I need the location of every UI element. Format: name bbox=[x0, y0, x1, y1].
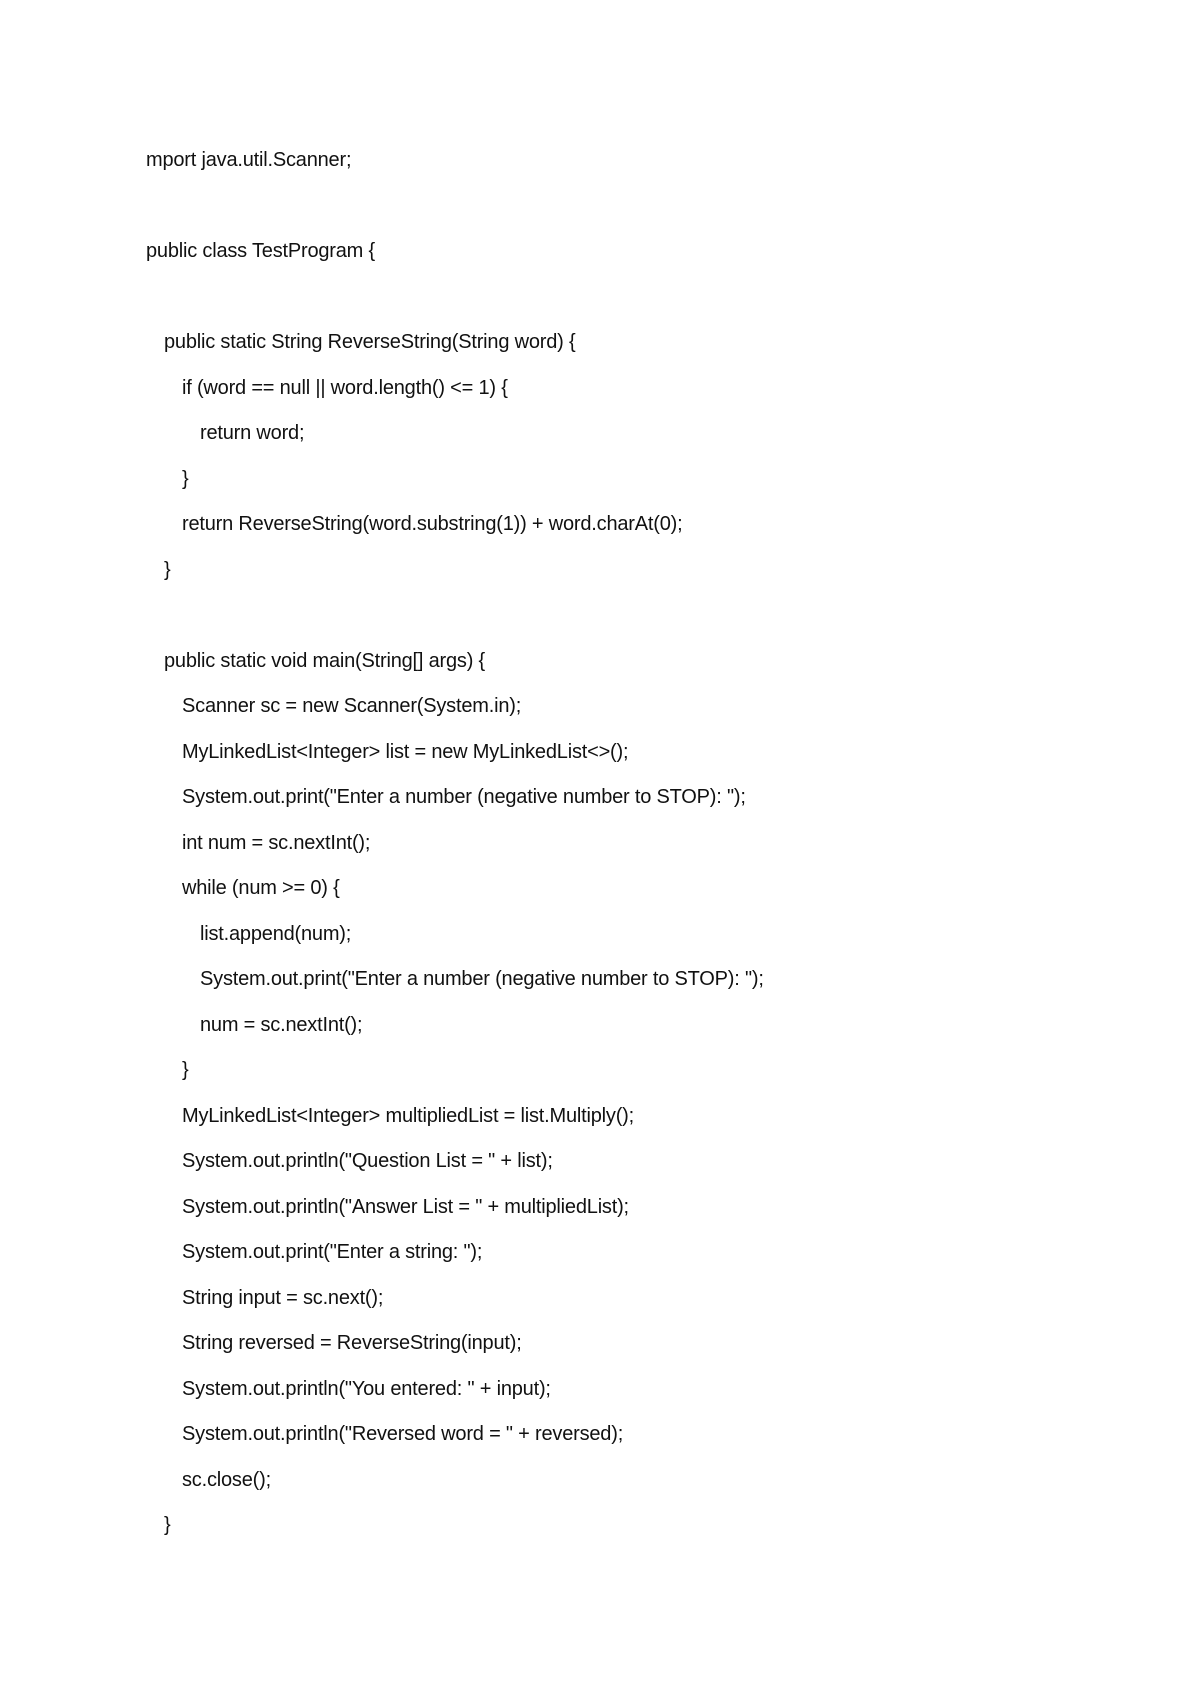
code-line-class-declaration: public class TestProgram { bbox=[146, 240, 375, 262]
code-line-list-append: list.append(num); bbox=[200, 923, 352, 945]
code-line-closing-brace: } bbox=[182, 1059, 189, 1081]
code-line-closing-brace: } bbox=[164, 559, 171, 581]
code-line-recursive-return: return ReverseString(word.substring(1)) + word.charAt(0); bbox=[182, 513, 683, 535]
code-line-method-reversestring: public static String ReverseString(String word) { bbox=[164, 331, 576, 353]
code-line-read-number: int num = sc.nextInt(); bbox=[182, 832, 371, 854]
code-line-read-number: num = sc.nextInt(); bbox=[200, 1014, 363, 1036]
code-line-return-word: return word; bbox=[200, 422, 305, 444]
code-line-import: mport java.util.Scanner; bbox=[146, 149, 352, 171]
code-line-list-init: MyLinkedList<Integer> list = new MyLinkedList<>(); bbox=[182, 741, 629, 763]
code-line-while-loop: while (num >= 0) { bbox=[182, 877, 340, 899]
code-line-reverse-call: String reversed = ReverseString(input); bbox=[182, 1332, 522, 1354]
code-line-main-method: public static void main(String[] args) { bbox=[164, 650, 486, 672]
code-line-prompt-string: System.out.print("Enter a string: "); bbox=[182, 1241, 483, 1263]
code-line-prompt-number: System.out.print("Enter a number (negative number to STOP): "); bbox=[182, 786, 746, 808]
code-line-print-answer-list: System.out.println("Answer List = " + multipliedList); bbox=[182, 1196, 629, 1218]
code-line-closing-brace: } bbox=[182, 468, 189, 490]
code-line-closing-brace: } bbox=[164, 1514, 171, 1536]
code-line-print-question-list: System.out.println("Question List = " + list); bbox=[182, 1150, 553, 1172]
code-line-if-condition: if (word == null || word.length() <= 1) { bbox=[182, 377, 508, 399]
code-line-scanner-init: Scanner sc = new Scanner(System.in); bbox=[182, 695, 522, 717]
code-line-prompt-number: System.out.print("Enter a number (negative number to STOP): "); bbox=[200, 968, 764, 990]
code-line-print-entered: System.out.println("You entered: " + input); bbox=[182, 1378, 551, 1400]
code-line-print-reversed: System.out.println("Reversed word = " + reversed); bbox=[182, 1423, 624, 1445]
code-line-multiplied-list: MyLinkedList<Integer> multipliedList = list.Multiply(); bbox=[182, 1105, 634, 1127]
code-line-read-string: String input = sc.next(); bbox=[182, 1287, 384, 1309]
code-line-scanner-close: sc.close(); bbox=[182, 1469, 271, 1491]
